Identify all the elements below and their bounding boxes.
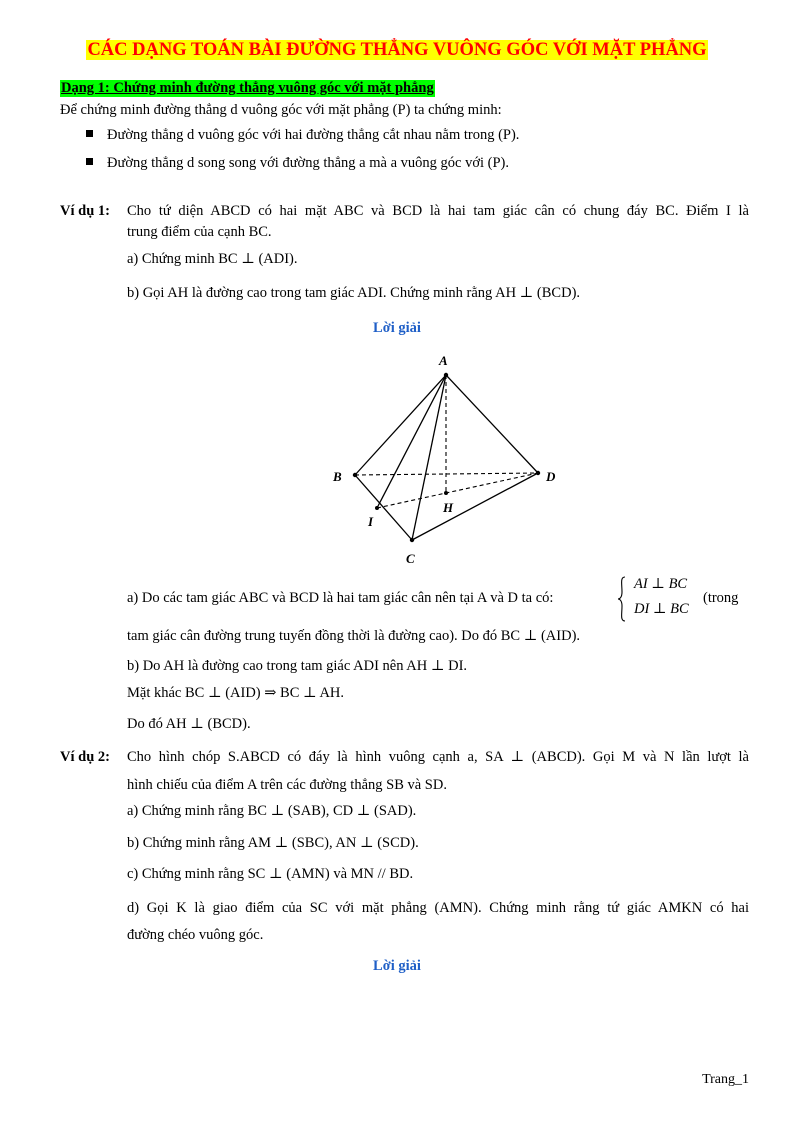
example1-statement-line1: Cho tứ diện ABCD có hai mặt ABC và BCD là hai tam giác cân có chung đáy BC. Điểm I là	[127, 203, 749, 219]
tetrahedron-figure	[320, 345, 560, 570]
example1-solution-a-line1: a) Do các tam giác ABC và BCD là hai tam giác cân nên tại A và D ta có:	[127, 590, 554, 606]
example2-label: Ví dụ 2:	[60, 749, 110, 765]
example1-question-a: a) Chứng minh BC ⊥ (ADI).	[127, 251, 298, 267]
bullet-item: Đường thẳng d vuông góc với hai đường thẳng cắt nhau nằm trong (P).	[86, 127, 519, 144]
edge-cd	[412, 473, 538, 540]
label-b: B	[333, 469, 342, 484]
example1-question-b: b) Gọi AH là đường cao trong tam giác ADI. Chứng minh rằng AH ⊥ (BCD).	[127, 285, 581, 301]
example2-question-c: c) Chứng minh rằng SC ⊥ (AMN) và MN // BD.	[127, 866, 414, 882]
page-title: CÁC DẠNG TOÁN BÀI ĐƯỜNG THẲNG VUÔNG GÓC VỚI MẶT PHẲNG	[87, 40, 707, 60]
example1-solution-b-line3: Do đó AH ⊥ (BCD).	[127, 716, 251, 732]
example2-solution-label: Lời giải	[373, 958, 421, 974]
segment-ai	[377, 375, 446, 508]
edge-bc	[355, 475, 412, 540]
example2-question-d-line1: d) Gọi K là giao điểm của SC với mặt phẳng (AMN). Chứng minh rằng tứ giác AMKN có hai	[127, 900, 749, 916]
label-d: D	[546, 469, 556, 484]
system-eq-2: DI ⊥ BC	[634, 601, 689, 617]
example1-solution-a-line2: tam giác cân đường trung tuyến đồng thời là đường cao). Do đó BC ⊥ (AID).	[127, 628, 581, 644]
system-eq-1: AI ⊥ BC	[634, 576, 688, 592]
bullet-square-icon	[86, 130, 93, 137]
example1-solution-label: Lời giải	[373, 320, 421, 336]
section-intro: Để chứng minh đường thẳng d vuông góc với mặt phẳng (P) ta chứng minh:	[60, 102, 502, 118]
bullet-square-icon	[86, 158, 93, 165]
example2-question-a: a) Chứng minh rằng BC ⊥ (SAB), CD ⊥ (SAD).	[127, 803, 417, 819]
label-c: C	[406, 551, 415, 566]
example2-statement-line1: Cho hình chóp S.ABCD có đáy là hình vuông cạnh a, SA ⊥ (ABCD). Gọi M và N lần lượt là	[127, 749, 749, 765]
segment-di-hidden	[377, 473, 538, 508]
example1-label: Ví dụ 1:	[60, 203, 110, 219]
page-number: Trang_1	[702, 1072, 749, 1087]
label-h: H	[443, 500, 454, 515]
edge-ad	[446, 375, 538, 473]
edge-ab	[355, 375, 446, 475]
example2-question-d-line2: đường chéo vuông góc.	[127, 927, 264, 943]
label-a: A	[439, 353, 448, 368]
example1-solution-b-line2: Mặt khác BC ⊥ (AID) ⇒ BC ⊥ AH.	[127, 685, 345, 701]
example2-question-b: b) Chứng minh rằng AM ⊥ (SBC), AN ⊥ (SCD).	[127, 835, 419, 851]
example1-solution-a-trong: (trong	[703, 590, 739, 606]
section-heading: Dạng 1: Chứng minh đường thẳng vuông góc với mặt phẳng	[61, 80, 434, 96]
example2-statement-line2: hình chiếu của điểm A trên các đường thẳng SB và SD.	[127, 777, 447, 793]
bullet-item: Đường thẳng d song song với đường thẳng a mà a vuông góc với (P).	[86, 155, 509, 172]
label-i: I	[368, 514, 374, 529]
perpendicular-system	[617, 574, 697, 624]
example1-statement-line2: trung điểm của cạnh BC.	[127, 224, 272, 240]
edge-ac	[412, 375, 446, 540]
left-brace-icon	[617, 576, 627, 622]
example1-solution-b-line1: b) Do AH là đường cao trong tam giác ADI nên AH ⊥ DI.	[127, 658, 468, 674]
